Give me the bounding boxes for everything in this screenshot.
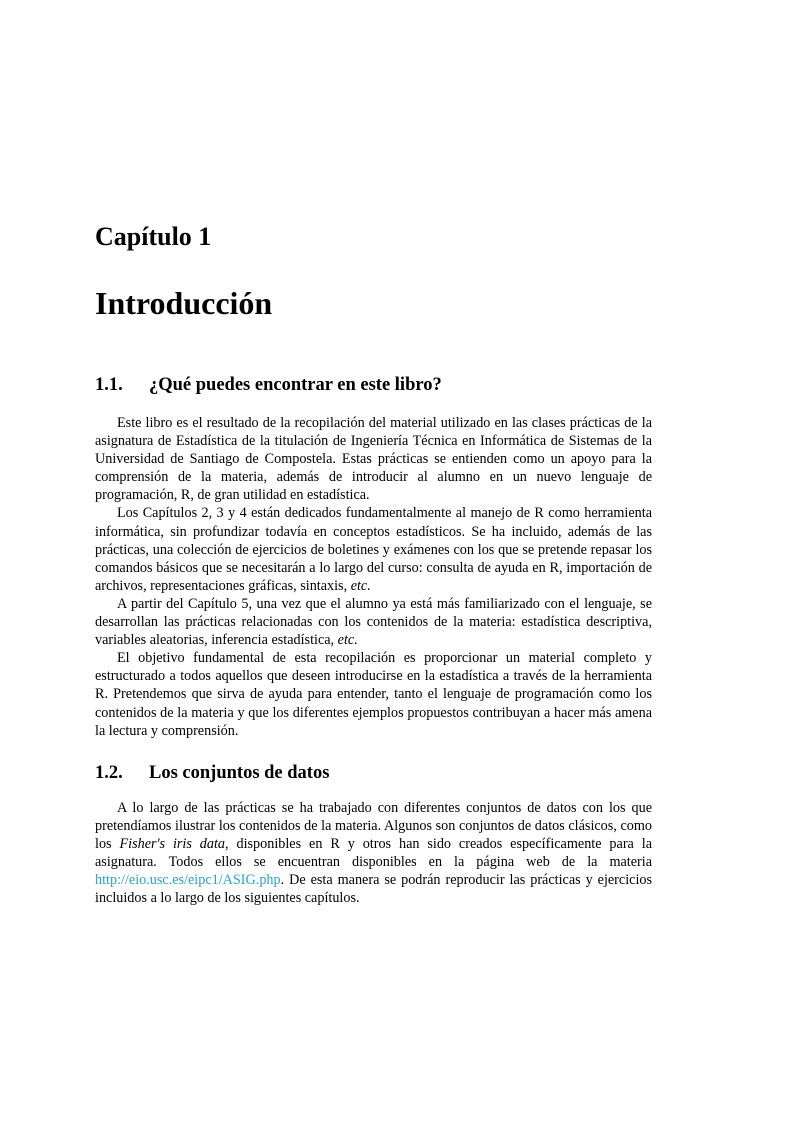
section-number: 1.1.	[95, 375, 123, 395]
paragraph-text: Los Capítulos 2, 3 y 4 están dedicados fundamentalmente al manejo de R como herramienta informática, sin profundizar todavía en conceptos estadísticos. Se ha incluido, además de las prácticas, una colección de ejercicios de boletines y exámenes con los que se pretende repasar los comandos básicos que se necesitarán a lo largo del curso: consulta de ayuda en R, importación de archivos, representaciones gráficas, sintaxis,	[95, 505, 652, 594]
paragraph	[95, 595, 652, 649]
chapter-label: Capítulo 1	[95, 222, 212, 251]
chapter-title: Introducción	[95, 285, 273, 321]
paragraph-emphasis: etc.	[337, 632, 358, 649]
section-heading-1-1	[95, 375, 442, 396]
section-body-1-2	[95, 799, 652, 908]
paragraph-text: A lo largo de las prácticas se ha trabajado con diferentes conjuntos de datos con los que pretendíamos ilustrar los contenidos de la materia. Algunos son conjuntos de datos clásicos, como los	[95, 800, 652, 853]
section-number: 1.2.	[95, 763, 123, 783]
paragraph-emphasis: etc.	[350, 577, 371, 594]
section-title: ¿Qué puedes encontrar en este libro?	[149, 375, 442, 395]
paragraph-text: . De esta manera se podrán reproducir las prácticas y ejercicios incluidos a lo largo de los siguientes capítulos.	[95, 872, 652, 907]
section-heading-1-2	[95, 763, 329, 784]
paragraph	[95, 799, 652, 908]
paragraph: El objetivo fundamental de esta recopilación es proporcionar un material completo y estructurado a todos aquellos que deseen introducirse en la estadística a través de la herramienta R. Pretendemos que sirva de ayuda para entender, tanto el lenguaje de programación como los contenidos de la materia y que los diferentes ejemplos propuestos contribuyan a hacer más amena la lectura y comprensión.	[95, 650, 652, 739]
section-title: Los conjuntos de datos	[149, 763, 330, 783]
paragraph	[95, 504, 652, 594]
paragraph: Este libro es el resultado de la recopilación del material utilizado en las clases prácticas de la asignatura de Estadística de la titulación de Ingeniería Técnica en Informática de Sistemas de la Universidad de Santiago de Compostela. Estas prácticas se entienden como un apoyo para la comprensión de la materia, además de introducir al alumno en un nuevo lenguaje de programación, R, de gran utilidad en estadística.	[95, 415, 652, 504]
section-body-1-1	[95, 414, 652, 740]
paragraph-text: , disponibles en R y otros han sido creados específicamente para la asignatura. Todos ellos se encuentran disponibles en la página web de la materia	[95, 836, 652, 871]
course-website-link[interactable]: http://eio.usc.es/eipc1/ASIG.php	[95, 872, 281, 889]
paragraph-text: A partir del Capítulo 5, una vez que el alumno ya está más familiarizado con el lenguaje, se desarrollan las prácticas relacionadas con los contenidos de la materia: estadística descriptiva, variables aleatorias, inferencia estadística,	[95, 595, 652, 649]
dataset-name: Fisher's iris data	[119, 836, 226, 853]
